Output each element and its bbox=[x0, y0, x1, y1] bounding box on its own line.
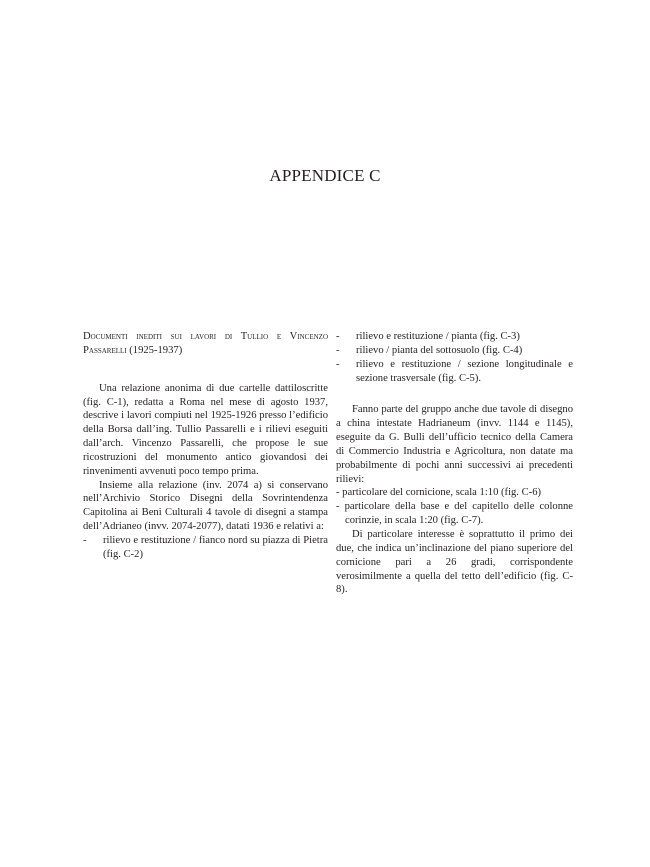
right-column bbox=[336, 330, 573, 597]
paragraph-relazione: Una relazione anonima di due cartelle dattiloscritte (fig. C-1), redatta a Roma nel mese di agosto 1937, descrive i lavori compiuti nel 1925-1926 presso l’edificio della Borsa dall’ing. Tullio Passarelli e i rilievi eseguiti dall’arch. Vincenzo Passarelli, che propose le sue ricostruzioni del monumento antico giovandosi dei rinvenimenti avvenuti poco tempo prima. bbox=[83, 382, 328, 477]
list-dash: - bbox=[83, 534, 87, 546]
list-item: - particolare del cornicione, scala 1:10 (fig. C-6) bbox=[336, 487, 542, 499]
list-item-text: rilievo e restituzione / pianta (fig. C-3) bbox=[356, 331, 520, 342]
spacer bbox=[83, 358, 328, 372]
list-dash: - bbox=[336, 344, 340, 356]
list-item bbox=[83, 534, 328, 562]
section-heading: Documenti inediti sui lavori di Tullio e Vincenzo Passarelli (1925-1937) bbox=[83, 331, 328, 356]
list-dash: - bbox=[336, 358, 340, 370]
list-item-text: rilievo e restituzione / fianco nord su piazza di Pietra (fig. C-2) bbox=[103, 534, 328, 560]
spacer bbox=[336, 385, 573, 403]
left-column bbox=[83, 330, 328, 562]
list-item bbox=[336, 330, 573, 344]
list-item: - particolare della base e del capitello delle colonne corinzie, in scala 1:20 (fig. C-7). bbox=[336, 501, 573, 527]
list-item-text: rilievo e restituzione / sezione longitudinale e sezione trasversale (fig. C-5). bbox=[356, 358, 573, 384]
paragraph-interesse: Di particolare interesse è soprattutto il primo dei due, che indica un’inclinazione del piano superiore del cornicione pari a 26 gradi, corrispondente verosimilmente a quella del tetto dell’edificio (fig. C-8). bbox=[336, 528, 573, 596]
page-title: APPENDICE C bbox=[269, 166, 381, 185]
paragraph-archivio: Insieme alla relazione (inv. 2074 a) si conservano nell’Archivio Storico Disegni della Sovrintendenza Capitolina ai Beni Culturali 4 tavole di disegni a stampa dell’Adrianeo (invv. 2074-2077), datati 1936 e relativi a: bbox=[83, 479, 328, 533]
list-item-text: rilievo / pianta del sottosuolo (fig. C-4) bbox=[356, 344, 523, 356]
paragraph-tavole: Fanno parte del gruppo anche due tavole di disegno a china intestate Hadrianeum (invv. 1144 e 1145), eseguite da G. Bulli dell’ufficio tecnico della Camera di Commercio Industria e Agricoltura, non datate ma probabilmente di pochi anni successivi ai precedenti rilievi: bbox=[336, 404, 573, 485]
spacer bbox=[83, 372, 328, 382]
list-item bbox=[336, 358, 573, 386]
list-dash: - bbox=[336, 331, 340, 342]
list-item bbox=[336, 344, 573, 358]
